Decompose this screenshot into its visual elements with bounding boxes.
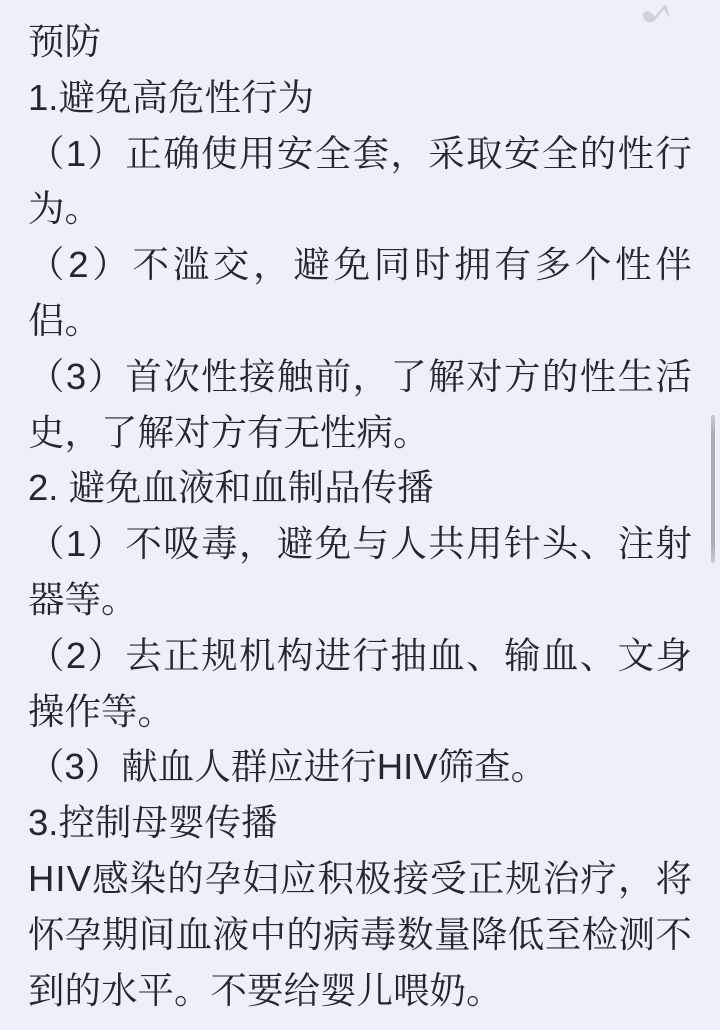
section-2-title: 2. 避免血液和血制品传播 bbox=[28, 467, 434, 509]
text-line: 器等。 bbox=[28, 578, 138, 620]
text-line: （ 2 ） 去 正 规 机 构 进 行 抽 血 、 输 血 、 文 身 bbox=[28, 634, 692, 676]
text-line: （ 1 ） 不 吸 毒 ， 避 免 与 人 共 用 针 头 、 注 射 bbox=[28, 523, 692, 565]
text-line: （ 2 ） 不 滥 交 ， 避 免 同 时 拥 有 多 个 性 伴 bbox=[28, 244, 692, 286]
text-line: 怀 孕 期 间 血 液 中 的 病 毒 数 量 降 低 至 检 测 不 bbox=[28, 913, 692, 955]
text-line: （3）献血人群应进行HIV筛查。 bbox=[28, 746, 548, 788]
section-3-title: 3.控制母婴传播 bbox=[28, 802, 278, 844]
section-1-title: 1.避免高危性行为 bbox=[28, 76, 314, 118]
text-line: 为。 bbox=[28, 188, 101, 230]
text-line: 到的水平。不要给婴儿喂奶。 bbox=[28, 969, 503, 1011]
text-line: 操作等。 bbox=[28, 690, 174, 732]
page-title: 预防 bbox=[28, 21, 101, 62]
text-line: （ 3 ） 首 次 性 接 触 前 ， 了 解 对 方 的 性 生 活 bbox=[28, 355, 692, 397]
text-line: （ 1 ） 正 确 使 用 安 全 套 ， 采 取 安 全 的 性 行 bbox=[28, 132, 692, 174]
article-body bbox=[0, 14, 720, 1018]
text-line: 史，了解对方有无性病。 bbox=[28, 411, 430, 453]
text-line: H I V 感 染 的 孕 妇 应 积 极 接 受 正 规 治 疗 ， 将 bbox=[28, 857, 692, 899]
text-line: 侣。 bbox=[28, 299, 101, 341]
scrollbar-thumb[interactable] bbox=[711, 415, 715, 563]
